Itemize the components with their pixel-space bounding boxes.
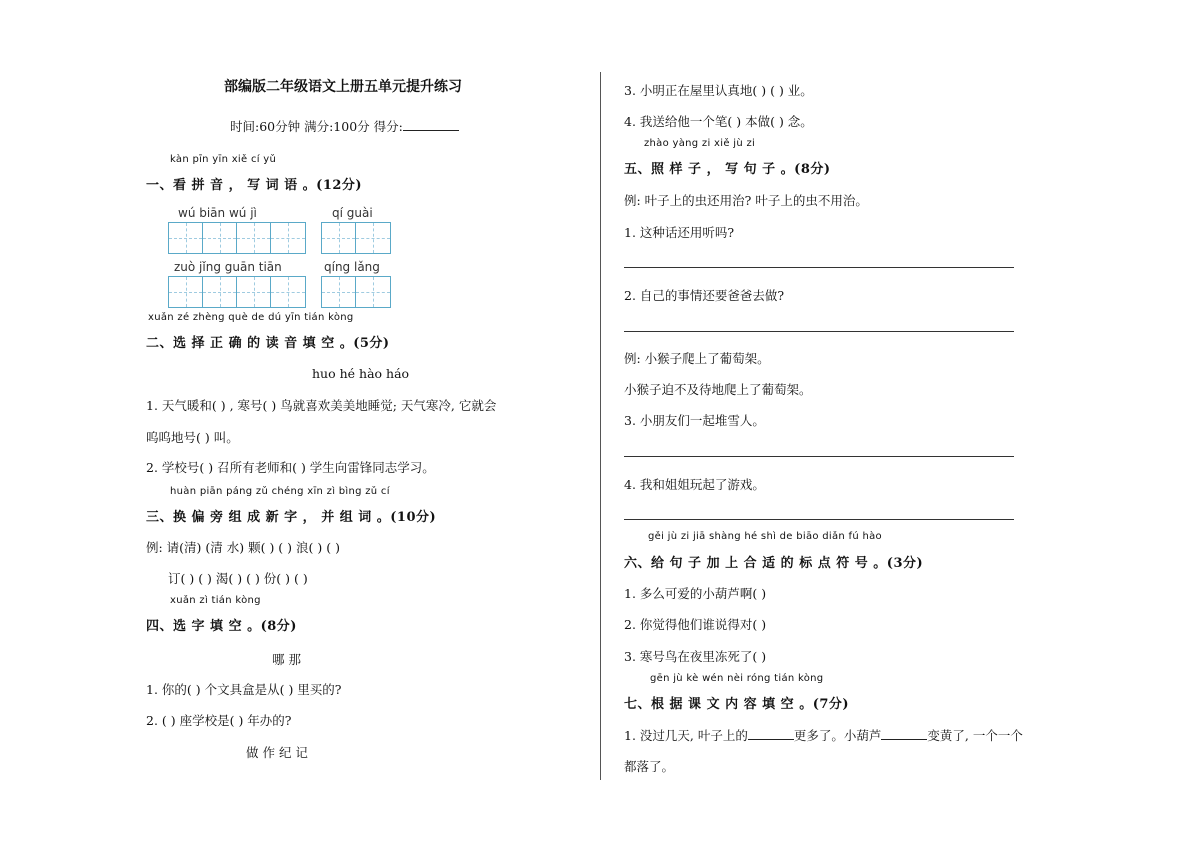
- s2-question-1a: 1. 天气暖和( ) , 寒号( ) 鸟就喜欢美美地睡觉; 天气寒冷, 它就会: [146, 398, 497, 413]
- s6-question-2: 2. 你觉得他们谁说得对( ): [624, 617, 767, 632]
- s3-example-row: 例: 请(清) (清 水) 颗( ) ( ) 浪( ) ( ): [146, 540, 340, 555]
- section2-heading-pinyin: xuǎn zé zhèng què de dú yīn tián kòng: [148, 312, 354, 323]
- section4-heading-pinyin: xuǎn zì tián kòng: [170, 595, 261, 606]
- s4-question-1: 1. 你的( ) 个文具盒是从( ) 里买的?: [146, 682, 342, 697]
- s7-q1-part-c: 变黄了, 一个一个: [927, 728, 1023, 743]
- s5-example-2b: 小猴子迫不及待地爬上了葡萄架。: [624, 382, 812, 397]
- score-blank[interactable]: [403, 118, 459, 131]
- s1-row1-pinyin-a: wú biān wú jì: [178, 206, 257, 220]
- s4-options-2: 做 作 纪 记: [246, 745, 308, 760]
- s5-example-1: 例: 叶子上的虫还用治? 叶子上的虫不用治。: [624, 193, 868, 208]
- s2-question-2: 2. 学校号( ) 召所有老师和( ) 学生向雷锋同志学习。: [146, 460, 435, 475]
- s2-question-1b: 呜呜地号( ) 叫。: [146, 430, 239, 445]
- s5-question-2: 2. 自己的事情还要爸爸去做?: [624, 288, 785, 303]
- s5-answer-line-4[interactable]: [624, 519, 1014, 520]
- section2-heading: 二、选 择 正 确 的 读 音 填 空 。(5分): [146, 336, 390, 351]
- section3-heading-pinyin: huàn piān páng zǔ chéng xīn zì bìng zǔ cí: [170, 486, 390, 497]
- section2-options: huo hé hào háo: [312, 366, 410, 381]
- section6-heading: 六、给 句 子 加 上 合 适 的 标 点 符 号 。(3分): [624, 556, 924, 571]
- page-title: 部编版二年级语文上册五单元提升练习: [224, 79, 462, 95]
- exam-meta: [230, 117, 459, 135]
- s4-options-1: 哪 那: [272, 652, 301, 667]
- column-divider: [600, 72, 601, 780]
- s3-row-2: 订( ) ( ) 渴( ) ( ) 份( ) ( ): [168, 571, 308, 586]
- s6-question-3: 3. 寒号鸟在夜里冻死了( ): [624, 649, 767, 664]
- section4-heading: 四、选 字 填 空 。(8分): [146, 619, 297, 634]
- s1-row1-grid-a[interactable]: [168, 222, 306, 254]
- section5-heading-pinyin: zhào yàng zi xiě jù zi: [644, 138, 756, 149]
- s5-question-1: 1. 这种话还用听吗?: [624, 225, 735, 240]
- s7-q1-blank-1[interactable]: [748, 727, 794, 740]
- s1-row2-pinyin-b: qíng lǎng: [324, 260, 380, 274]
- section7-heading: 七、根 据 课 文 内 容 填 空 。(7分): [624, 697, 850, 712]
- s7-question-1-cont: 都落了。: [624, 759, 675, 774]
- s7-q1-part-b: 更多了。小葫芦: [793, 728, 882, 743]
- s7-q1-part-a: 1. 没过几天, 叶子上的: [624, 728, 748, 743]
- s5-question-4: 4. 我和姐姐玩起了游戏。: [624, 477, 765, 492]
- s5-answer-line-1[interactable]: [624, 267, 1014, 268]
- section1-heading-pinyin: kàn pīn yīn xiě cí yǔ: [170, 154, 277, 165]
- section5-heading: 五、照 样 子 ， 写 句 子 。(8分): [624, 162, 831, 177]
- s5-question-3: 3. 小朋友们一起堆雪人。: [624, 413, 765, 428]
- exam-meta-text: 时间:60分钟 满分:100分 得分:: [230, 119, 403, 134]
- s1-row1-grid-b[interactable]: [321, 222, 391, 254]
- s7-question-1: [624, 726, 1023, 744]
- section7-heading-pinyin: gēn jù kè wén nèi róng tián kòng: [650, 673, 824, 684]
- s7-q1-blank-2[interactable]: [881, 727, 927, 740]
- s4-question-3: 3. 小明正在屋里认真地( ) ( ) 业。: [624, 83, 813, 98]
- s4-question-4: 4. 我送给他一个笔( ) 本做( ) 念。: [624, 114, 813, 129]
- s6-question-1: 1. 多么可爱的小葫芦啊( ): [624, 586, 767, 601]
- s1-row2-grid-a[interactable]: [168, 276, 306, 308]
- section1-heading: 一、看 拼 音 ， 写 词 语 。(12分): [146, 178, 363, 193]
- s5-answer-line-3[interactable]: [624, 456, 1014, 457]
- section3-heading: 三、换 偏 旁 组 成 新 字 ， 并 组 词 。(10分): [146, 510, 437, 525]
- section6-heading-pinyin: gěi jù zi jiā shàng hé shì de biāo diǎn fú hào: [648, 531, 882, 542]
- s1-row1-pinyin-b: qí guài: [332, 206, 373, 220]
- s1-row2-grid-b[interactable]: [321, 276, 391, 308]
- s4-question-2: 2. ( ) 座学校是( ) 年办的?: [146, 713, 292, 728]
- s5-answer-line-2[interactable]: [624, 331, 1014, 332]
- s5-example-2a: 例: 小猴子爬上了葡萄架。: [624, 351, 770, 366]
- s1-row2-pinyin-a: zuò jǐng guān tiān: [174, 260, 282, 274]
